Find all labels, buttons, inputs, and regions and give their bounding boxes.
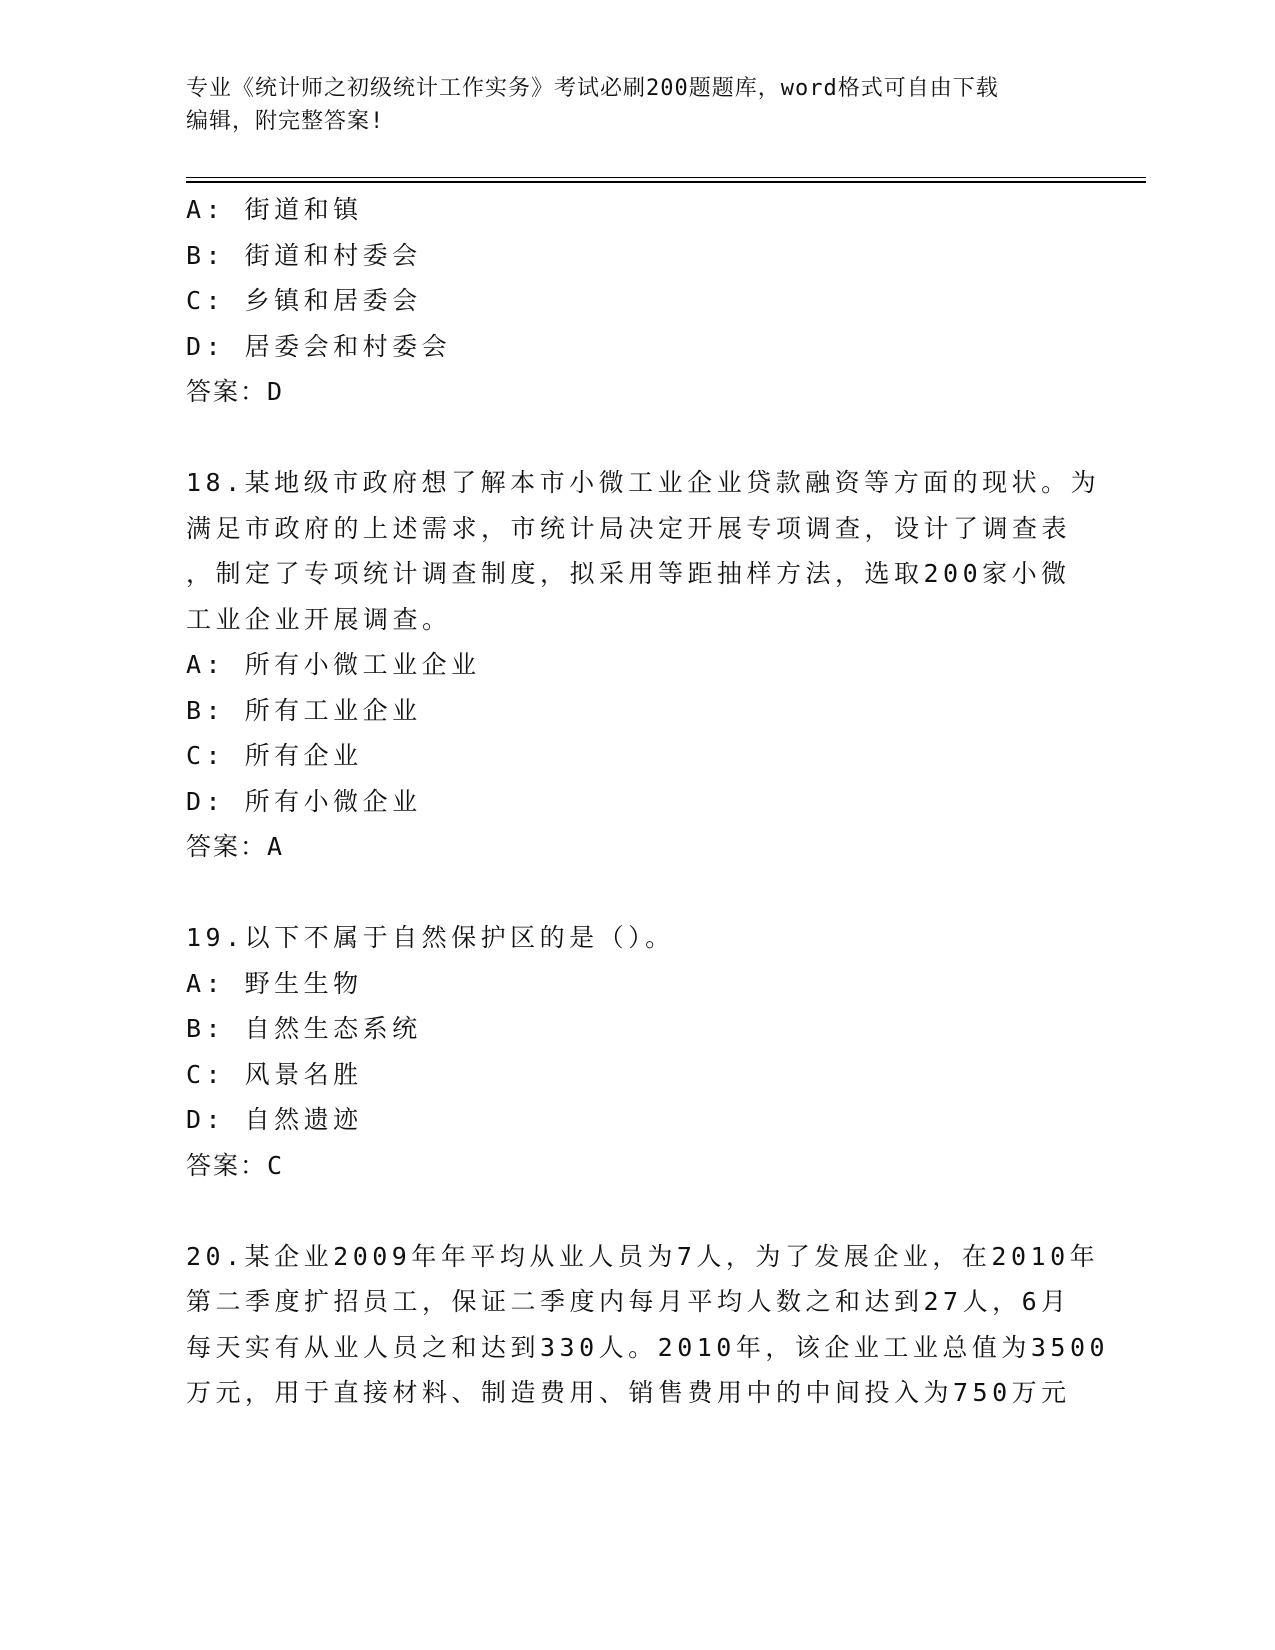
question-18 [186, 460, 1101, 870]
question-stem-line: 工业企业开展调查。 [186, 604, 452, 634]
question-17 [186, 187, 1086, 415]
question-stem-line: 19.以下不属于自然保护区的是（）。 [186, 923, 675, 952]
option-b: B: 所有工业企业 [186, 695, 422, 725]
question-20 [186, 1234, 1110, 1416]
answer: 答案：A [186, 832, 285, 861]
header-line-2: 编辑，附完整答案! [186, 109, 385, 134]
header-divider-thin [186, 177, 1146, 178]
question-stem-line: 满足市政府的上述需求，市统计局决定开展专项调查，设计了调查表 [186, 513, 1072, 543]
spacer [186, 415, 1086, 461]
option-a: A: 所有小微工业企业 [186, 650, 481, 679]
answer: 答案：D [186, 377, 285, 406]
question-stem-line: ，制定了专项统计调查制度，拟采用等距抽样方法，选取200家小微 [186, 559, 1071, 588]
document-header [186, 72, 1086, 138]
question-stem-line: 20.某企业2009年年平均从业人员为7人，为了发展企业，在2010年 [186, 1241, 1100, 1271]
option-c: C: 风景名胜 [186, 1059, 363, 1089]
question-content [186, 187, 1110, 1416]
option-d: D: 所有小微企业 [186, 786, 422, 816]
question-stem-line: 18.某地级市政府想了解本市小微工业企业贷款融资等方面的现状。为 [186, 468, 1101, 497]
option-c: C: 乡镇和居委会 [186, 286, 422, 315]
header-line-1: 专业《统计师之初级统计工作实务》考试必刷200题题库，word格式可自由下载 [186, 76, 999, 101]
question-stem-line: 每天实有从业人员之和达到330人。2010年，该企业工业总值为3500 [186, 1332, 1110, 1362]
option-a: A: 野生生物 [186, 968, 363, 998]
question-19 [186, 915, 1086, 1188]
option-a: A: 街道和镇 [186, 195, 363, 224]
option-d: D: 居委会和村委会 [186, 331, 452, 361]
question-stem-line: 万元，用于直接材料、制造费用、销售费用中的中间投入为750万元 [186, 1378, 1071, 1407]
spacer [186, 1188, 1086, 1234]
header-divider-thick [186, 181, 1146, 183]
option-b: B: 街道和村委会 [186, 240, 422, 270]
option-d: D: 自然遗迹 [186, 1105, 363, 1134]
question-stem-line: 第二季度扩招员工，保证二季度内每月平均人数之和达到27人，6月 [186, 1287, 1071, 1316]
spacer [186, 870, 1086, 916]
option-b: B: 自然生态系统 [186, 1014, 422, 1043]
option-c: C: 所有企业 [186, 741, 363, 770]
answer: 答案：C [186, 1150, 285, 1180]
